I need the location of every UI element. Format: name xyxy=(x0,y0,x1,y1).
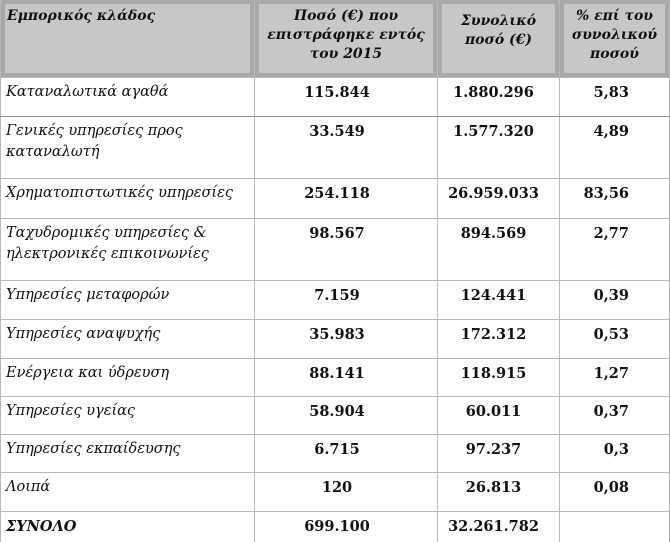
header-total-amount-label: Συνολικό ποσό (€) xyxy=(442,4,555,73)
sector-cell: Χρηματοπιστωτικές υπηρεσίες xyxy=(0,179,255,219)
returned-cell: 88.141 xyxy=(255,359,438,397)
header-sector-label: Εμπορικός κλάδος xyxy=(5,4,250,73)
total-cell: 97.237 xyxy=(438,435,560,473)
table-row xyxy=(0,117,670,179)
header-percent-total-label: % επί του συνολικού ποσού xyxy=(564,4,665,73)
table-row xyxy=(0,179,670,219)
sector-cell: Υπηρεσίες εκπαίδευσης xyxy=(0,435,255,473)
table-row xyxy=(0,320,670,359)
table-row xyxy=(0,78,670,117)
percent-cell: 0,08 xyxy=(560,473,670,512)
sector-cell: Ενέργεια και ύδρευση xyxy=(0,359,255,397)
table-row xyxy=(0,219,670,281)
sector-cell: Καταναλωτικά αγαθά xyxy=(0,78,255,117)
total-cell: 1.577.320 xyxy=(438,117,560,179)
total-cell: 60.011 xyxy=(438,397,560,435)
percent-cell: 0,37 xyxy=(560,397,670,435)
total-cell: 118.915 xyxy=(438,359,560,397)
table-row xyxy=(0,281,670,320)
total-total-cell: 32.261.782 xyxy=(438,512,560,542)
table-row xyxy=(0,397,670,435)
percent-cell: 4,89 xyxy=(560,117,670,179)
returned-cell: 120 xyxy=(255,473,438,512)
total-cell: 1.880.296 xyxy=(438,78,560,117)
percent-cell: 2,77 xyxy=(560,219,670,281)
percent-cell: 0,39 xyxy=(560,281,670,320)
table-row xyxy=(0,473,670,512)
returned-cell: 35.983 xyxy=(255,320,438,359)
percent-cell: 0,53 xyxy=(560,320,670,359)
returned-cell: 6.715 xyxy=(255,435,438,473)
percent-cell: 83,56 xyxy=(560,179,670,219)
sector-cell: Υπηρεσίες μεταφορών xyxy=(0,281,255,320)
total-cell: 124.441 xyxy=(438,281,560,320)
total-cell: 172.312 xyxy=(438,320,560,359)
total-cell: 26.813 xyxy=(438,473,560,512)
total-returned-cell: 699.100 xyxy=(255,512,438,542)
header-percent-total xyxy=(560,0,670,78)
returned-cell: 254.118 xyxy=(255,179,438,219)
total-cell: 894.569 xyxy=(438,219,560,281)
sector-cell: Υπηρεσίες αναψυχής xyxy=(0,320,255,359)
returned-cell: 58.904 xyxy=(255,397,438,435)
table-row xyxy=(0,435,670,473)
table-row xyxy=(0,359,670,397)
percent-cell: 5,83 xyxy=(560,78,670,117)
header-amount-returned-label: Ποσό (€) που επιστράφηκε εντός του 2015 xyxy=(259,4,433,73)
sector-cell: Λοιπά xyxy=(0,473,255,512)
returned-cell: 115.844 xyxy=(255,78,438,117)
total-label: ΣΥΝΟΛΟ xyxy=(0,512,255,542)
header-amount-returned xyxy=(255,0,438,78)
sector-cell: Γενικές υπηρεσίες προς καταναλωτή xyxy=(0,117,255,179)
total-percent-cell xyxy=(560,512,670,542)
sector-cell: Ταχυδρομικές υπηρεσίες & ηλεκτρονικές επικοινωνίες xyxy=(0,219,255,281)
header-sector xyxy=(0,0,255,78)
returned-cell: 98.567 xyxy=(255,219,438,281)
returned-cell: 7.159 xyxy=(255,281,438,320)
percent-cell: 0,3 xyxy=(560,435,670,473)
header-row xyxy=(0,0,670,78)
percent-cell: 1,27 xyxy=(560,359,670,397)
sector-cell: Υπηρεσίες υγείας xyxy=(0,397,255,435)
total-cell: 26.959.033 xyxy=(438,179,560,219)
header-total-amount xyxy=(438,0,560,78)
returned-cell: 33.549 xyxy=(255,117,438,179)
total-row xyxy=(0,512,670,542)
